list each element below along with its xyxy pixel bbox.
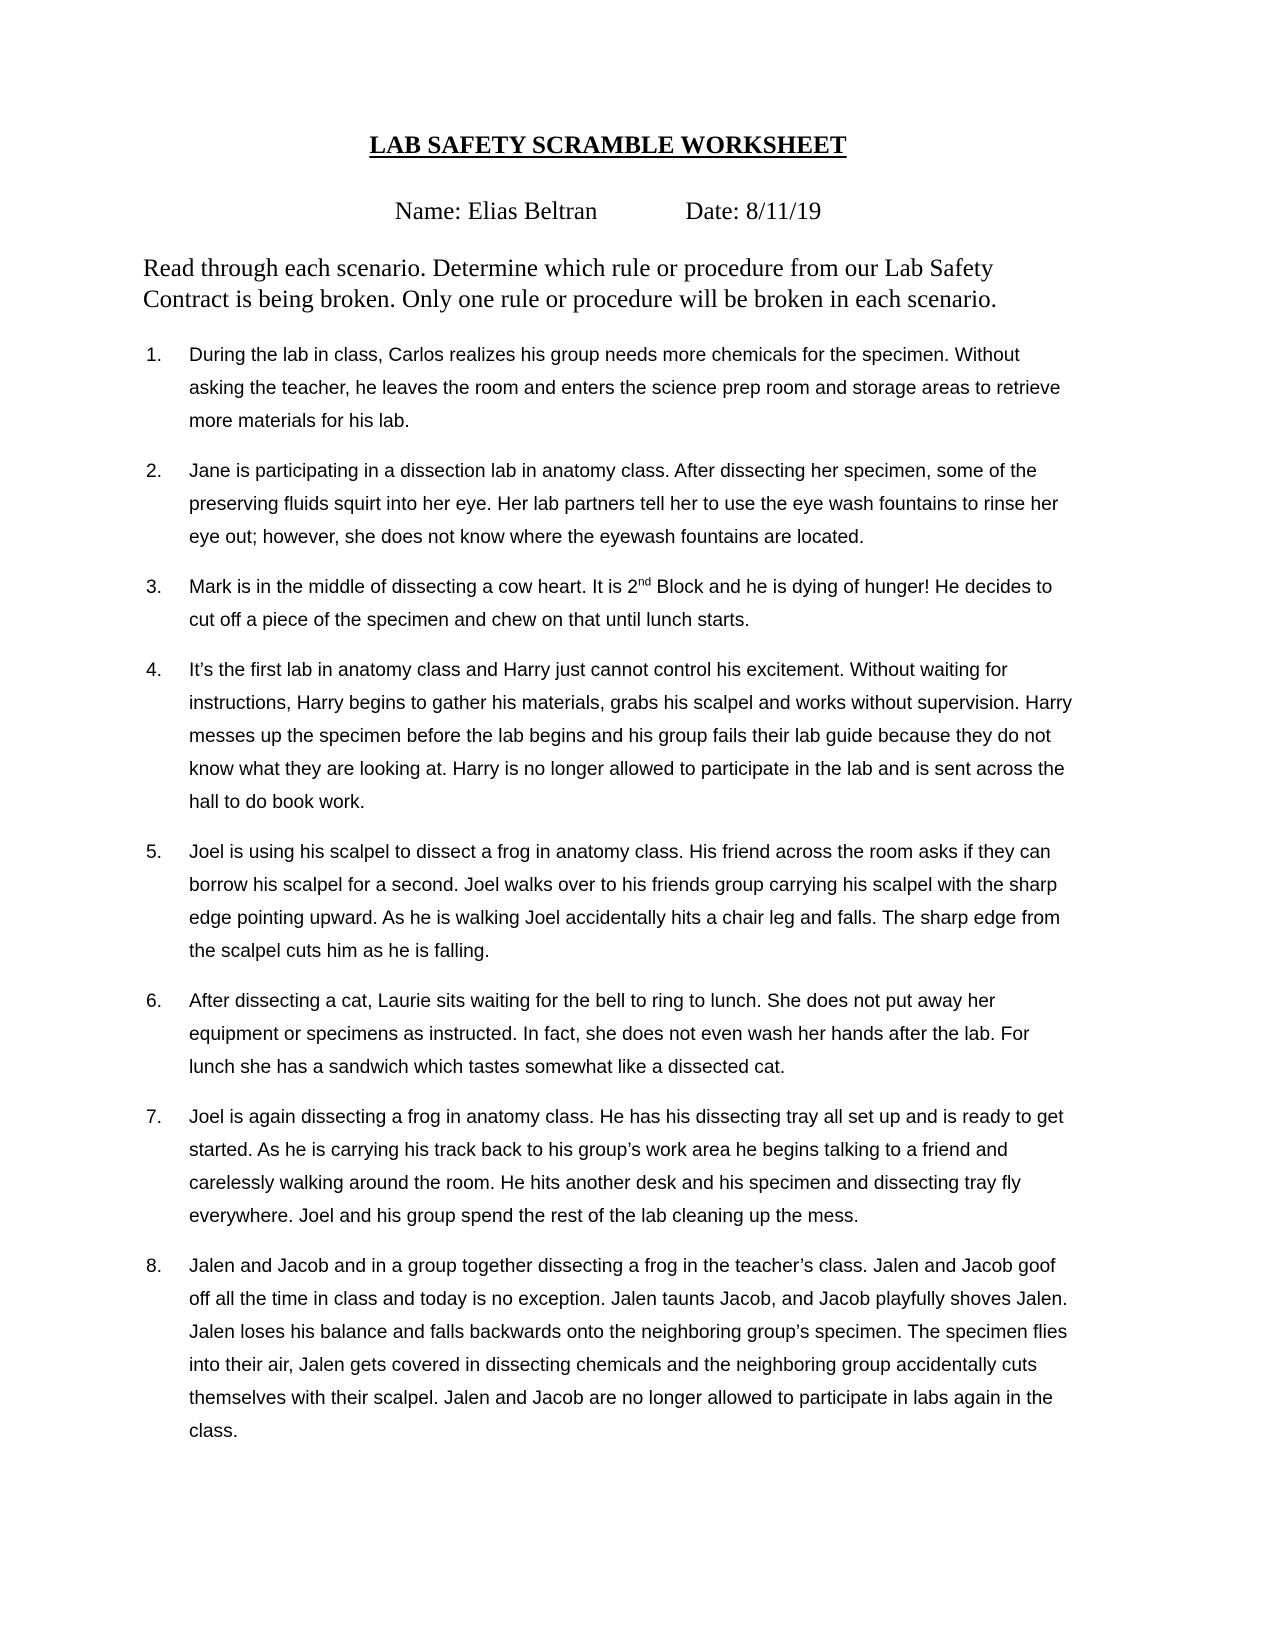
list-item [143, 985, 1073, 1084]
ordinal-superscript: nd [637, 574, 652, 589]
list-item-text-before: Mark is in the middle of dissecting a cow heart. It is 2 [189, 577, 638, 599]
date-value: 8/11/19 [745, 197, 822, 225]
name-label: Name: [394, 197, 462, 225]
list-item [143, 654, 1073, 819]
list-item-number: 7. [146, 1107, 163, 1129]
list-item-number: 3. [146, 577, 163, 599]
list-item-text: Jalen and Jacob and in a group together dissecting a frog in the teacher’s class. Jalen and Jacob goof off all the time in class and today is no exception. Jalen taunts Jacob, and Jacob playfully shoves Jalen. Jalen loses his balance and falls backwards onto the neighboring group’s specimen. The specimen flies into their air, Jalen gets covered in dissecting chemicals and the neighboring group accidentally cuts themselves with their scalpel. Jalen and Jacob are no longer allowed to participate in labs again in the class. [189, 1256, 1068, 1443]
list-item [143, 571, 1073, 637]
list-item-text: It’s the first lab in anatomy class and Harry just cannot control his excitement. Without waiting for instructions, Harry begins to gather his materials, grabs his scalpel and works without supervision. Harry messes up the specimen before the lab begins and his group fails their lab guide because they do not know what they are looking at. Harry is no longer allowed to participate in the lab and is sent across the hall to do book work. [189, 660, 1072, 814]
instructions-paragraph: Read through each scenario. Determine which rule or procedure from our Lab Safety Contract is being broken. Only one rule or procedure will be broken in each scenario. [143, 254, 997, 313]
list-item [143, 1250, 1073, 1448]
list-item [143, 339, 1073, 438]
list-item-text: During the lab in class, Carlos realizes his group needs more chemicals for the specimen. Without asking the teacher, he leaves the room and enters the science prep room and storage areas to retrieve more materials for his lab. [189, 345, 1061, 433]
list-item-number: 8. [146, 1256, 163, 1278]
page-title [143, 132, 1073, 161]
list-item [143, 836, 1073, 968]
name-date-line [143, 161, 1073, 227]
list-item-text: Joel is again dissecting a frog in anatomy class. He has his dissecting tray all set up and is ready to get started. As he is carrying his track back to his group’s work area he begins talking to a friend and carelessly walking around the room. He hits another desk and his specimen and dissecting tray fly everywhere. Joel and his group spend the rest of the lab cleaning up the mess. [189, 1107, 1064, 1228]
scenario-list [143, 315, 1073, 1448]
list-item [143, 1101, 1073, 1233]
date-label: Date: [685, 197, 740, 225]
list-item-number: 6. [146, 991, 163, 1013]
list-item-number: 4. [146, 660, 163, 682]
list-item-text: Joel is using his scalpel to dissect a frog in anatomy class. His friend across the room asks if they can borrow his scalpel for a second. Joel walks over to his friends group carrying his scalpel with the sharp edge pointing upward. As he is walking Joel accidentally hits a chair leg and falls. The sharp edge from the scalpel cuts him as he is falling. [189, 842, 1061, 963]
page-title-text: LAB SAFETY SCRAMBLE WORKSHEET [369, 132, 847, 159]
name-value: Elias Beltran [467, 197, 598, 225]
list-item-text: Jane is participating in a dissection lab in anatomy class. After dissecting her specimen, some of the preserving fluids squirt into her eye. Her lab partners tell her to use the eye wash fountains to rinse her eye out; however, she does not know where the eyewash fountains are located. [189, 461, 1059, 549]
list-item-number: 5. [146, 842, 163, 864]
list-item-number: 2. [146, 461, 163, 483]
list-item [143, 455, 1073, 554]
list-item-text: After dissecting a cat, Laurie sits waiting for the bell to ring to lunch. She does not put away her equipment or specimens as instructed. In fact, she does not even wash her hands after the lab. For lunch she has a sandwich which tastes somewhat like a dissected cat. [189, 991, 1030, 1079]
document-body [143, 132, 1073, 1448]
list-item-number: 1. [146, 345, 163, 366]
list-item-text-after: Block and he is dying of hunger! He decides to cut off a piece of the specimen and chew on that until lunch starts. [189, 577, 1053, 632]
